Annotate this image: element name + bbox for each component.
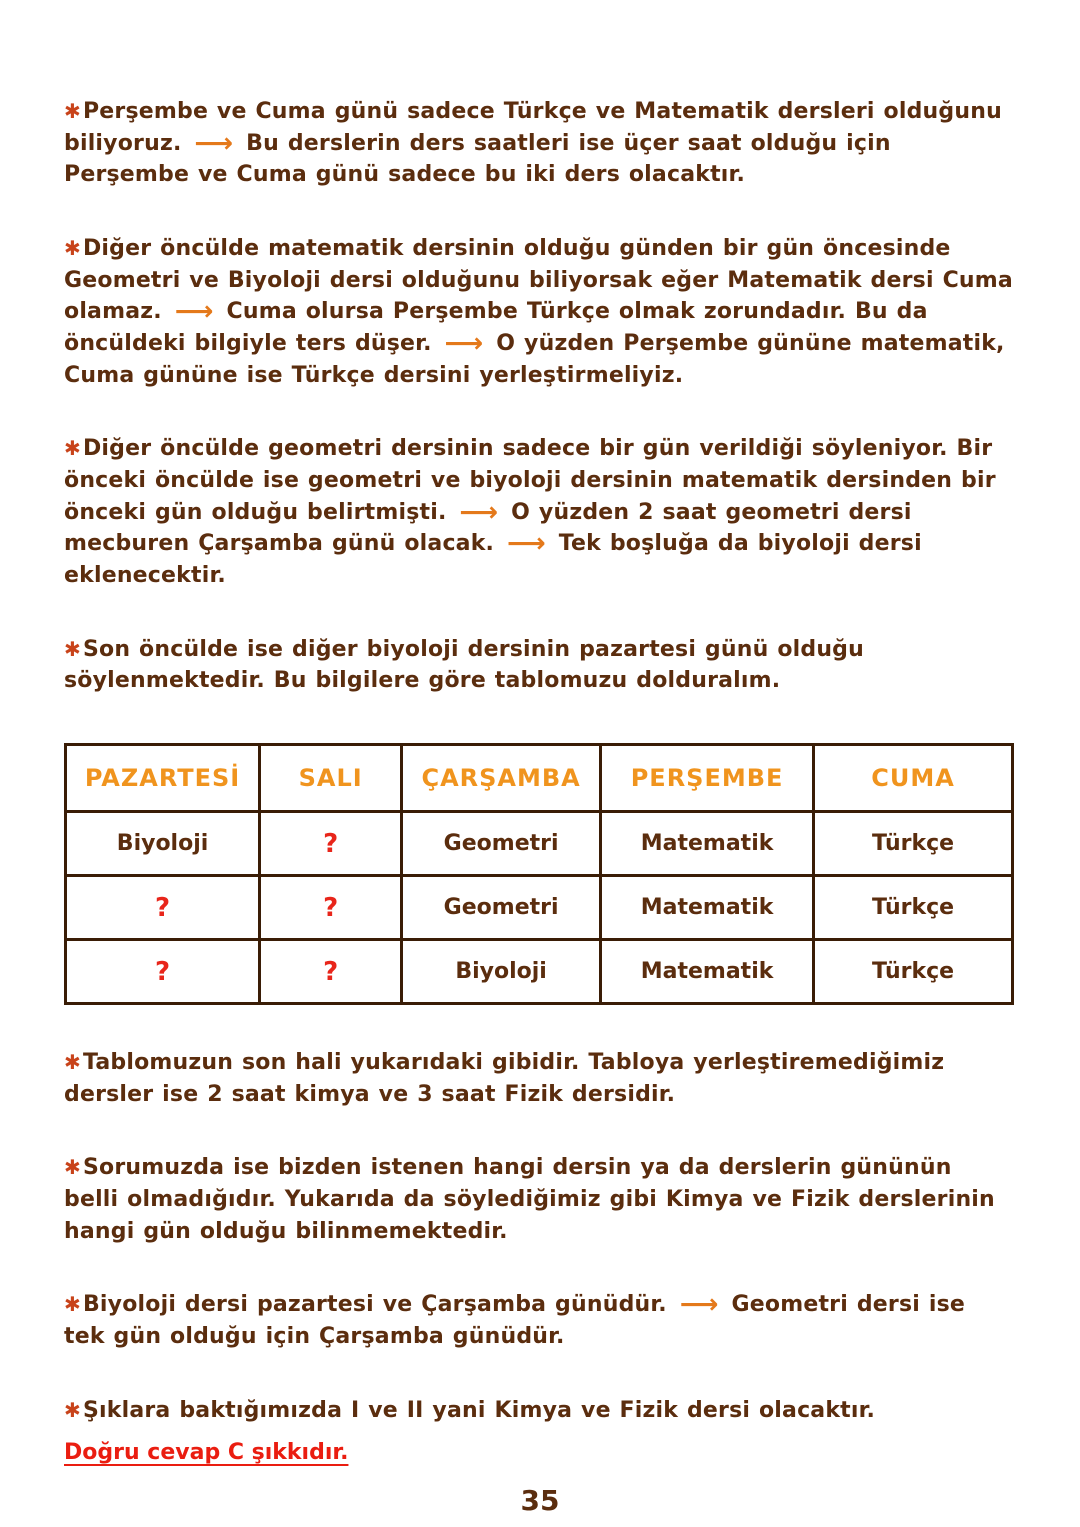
bullet-icon: ✱ [64,636,81,661]
arrow-right-icon: ⟶ [506,528,546,560]
table-cell: ? [66,940,260,1004]
solution-paragraph [64,1395,1014,1427]
table-cell: Matematik [601,940,814,1004]
table-cell: Geometri [402,876,601,940]
table-header-cell: SALI [260,745,402,812]
table-row [66,812,1013,876]
paragraph-text: O yüzden 2 saat geometri dersi mecburen Çarşamba günü olacak. [64,499,912,557]
table-cell: Matematik [601,876,814,940]
paragraph-text: Bu derslerin ders saatleri ise üçer saat olduğu için Perşembe ve Cuma günü sadece bu iki ders olacaktır. [64,130,891,188]
table-cell: Geometri [402,812,601,876]
table-header-row [66,745,1013,812]
table-header-cell: PAZARTESİ [66,745,260,812]
paragraph-text: Cuma olursa Perşembe Türkçe olmak zorundadır. Bu da öncüldeki bilgiyle ters düşer. [64,299,928,357]
paragraph-text: Sorumuzda ise bizden istenen hangi dersin ya da derslerin gününün belli olmadığıdır. Yukarıda da söylediğimiz gibi Kimya ve Fizik derslerinin hangi gün olduğu bilinmemektedir. [64,1155,995,1244]
table-header-cell: PERŞEMBE [601,745,814,812]
table-cell: ? [260,940,402,1004]
table-cell: Türkçe [814,940,1013,1004]
bullet-icon: ✱ [64,436,81,461]
bullet-icon: ✱ [64,1050,81,1075]
bullet-icon: ✱ [64,99,81,123]
paragraph-text: Diğer öncülde matematik dersinin olduğu günden bir gün öncesinde Geometri ve Biyoloji dersi olduğunu biliyorsak eğer Matematik dersi Cuma olamaz. [64,236,1013,325]
table-cell: Biyoloji [402,940,601,1004]
solution-paragraph [64,634,1014,697]
page-number: 35 [520,1484,560,1517]
solution-paragraph [64,433,1014,591]
answer-text: Doğru cevap C şıkkıdır. [64,1440,349,1466]
solution-paragraph [64,1047,1014,1110]
arrow-right-icon: ⟶ [459,496,499,528]
table-cell: Türkçe [814,876,1013,940]
table-cell: Biyoloji [66,812,260,876]
bullet-icon: ✱ [64,236,81,261]
table-cell: ? [66,876,260,940]
solution-paragraph [64,1289,1014,1352]
paragraph-text: Şıklara baktığımızda I ve II yani Kimya ve Fizik dersi olacaktır. [82,1397,876,1423]
table-cell: Matematik [601,812,814,876]
paragraph-text: O yüzden Perşembe gününe matematik, Cuma gününe ise Türkçe dersini yerleştirmeliyiz. [64,331,1005,388]
bullet-icon: ✱ [64,1155,81,1180]
paragraph-text: Tek boşluğa da biyoloji dersi eklenecektir. [64,531,922,589]
table-cell: ? [260,812,402,876]
solution-paragraph [64,1152,1014,1247]
paragraph-text: Perşembe ve Cuma günü sadece Türkçe ve Matematik dersleri olduğunu biliyoruz. [64,99,1002,156]
arrow-right-icon: ⟶ [174,296,214,328]
paragraph-text: Son öncülde ise diğer biyoloji dersinin pazartesi günü olduğu söylenmektedir. Bu bilgilere göre tablomuzu dolduralım. [64,636,864,694]
solution-paragraph [64,96,1014,191]
table-row [66,876,1013,940]
table-row [66,940,1013,1004]
table-header-cell: CUMA [814,745,1013,812]
solution-paragraph [64,233,1014,391]
bullet-icon: ✱ [64,1292,81,1317]
table-cell: Türkçe [814,812,1013,876]
bullet-icon: ✱ [64,1397,81,1422]
arrow-right-icon: ⟶ [444,328,484,360]
paragraph-text: Diğer öncülde geometri dersinin sadece bir gün verildiği söyleniyor. Bir önceki öncülde ise geometri ve biyoloji dersinin matematik dersinden bir önceki gün olduğu belirtmişti. [64,436,996,525]
paragraph-text: Geometri dersi ise tek gün olduğu için Çarşamba günüdür. [64,1292,965,1350]
table-header-cell: ÇARŞAMBA [402,745,601,812]
paragraph-text: Tablomuzun son hali yukarıdaki gibidir. Tabloya yerleştiremediğimiz dersler ise 2 saat kimya ve 3 saat Fizik dersidir. [64,1050,945,1107]
paragraph-text: Biyoloji dersi pazartesi ve Çarşamba günüdür. [82,1292,667,1318]
table-cell: ? [260,876,402,940]
schedule-table [64,743,1014,1005]
arrow-right-icon: ⟶ [194,127,234,159]
arrow-right-icon: ⟶ [679,1289,719,1321]
